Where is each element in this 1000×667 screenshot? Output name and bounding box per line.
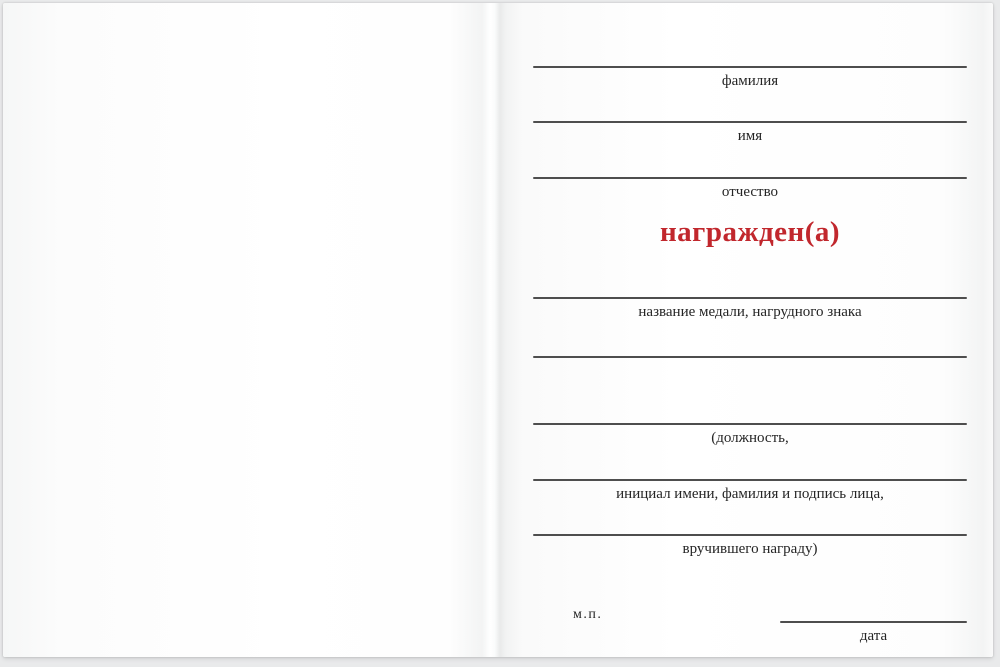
stamp-place-mark: м.п.: [573, 607, 603, 622]
award-name-label: название медали, нагрудного знака: [638, 304, 862, 320]
surname-label: фамилия: [721, 73, 779, 89]
award-name-fill-line-2: [533, 356, 967, 358]
signature-label-name-and-signature: инициал имени, фамилия и подпись лица,: [616, 486, 884, 502]
left-page-blank: [3, 3, 491, 657]
signature-label-presenter: вручившего награду): [682, 541, 818, 557]
signature-fill-line-3: [533, 534, 967, 536]
firstname-label: имя: [737, 128, 763, 144]
certificate-booklet-spread: [3, 3, 993, 657]
date-fill-line: [780, 621, 967, 623]
signature-fill-line-2: [533, 479, 967, 481]
patronymic-label: отчество: [721, 184, 779, 200]
signature-label-position: (должность,: [711, 430, 789, 446]
awarded-heading: награжден(а): [659, 216, 841, 248]
surname-fill-line: [533, 66, 967, 68]
signature-fill-line-1: [533, 423, 967, 425]
award-name-fill-line-1: [533, 297, 967, 299]
patronymic-fill-line: [533, 177, 967, 179]
right-page-form: [505, 3, 993, 657]
date-label: дата: [859, 628, 888, 644]
firstname-fill-line: [533, 121, 967, 123]
